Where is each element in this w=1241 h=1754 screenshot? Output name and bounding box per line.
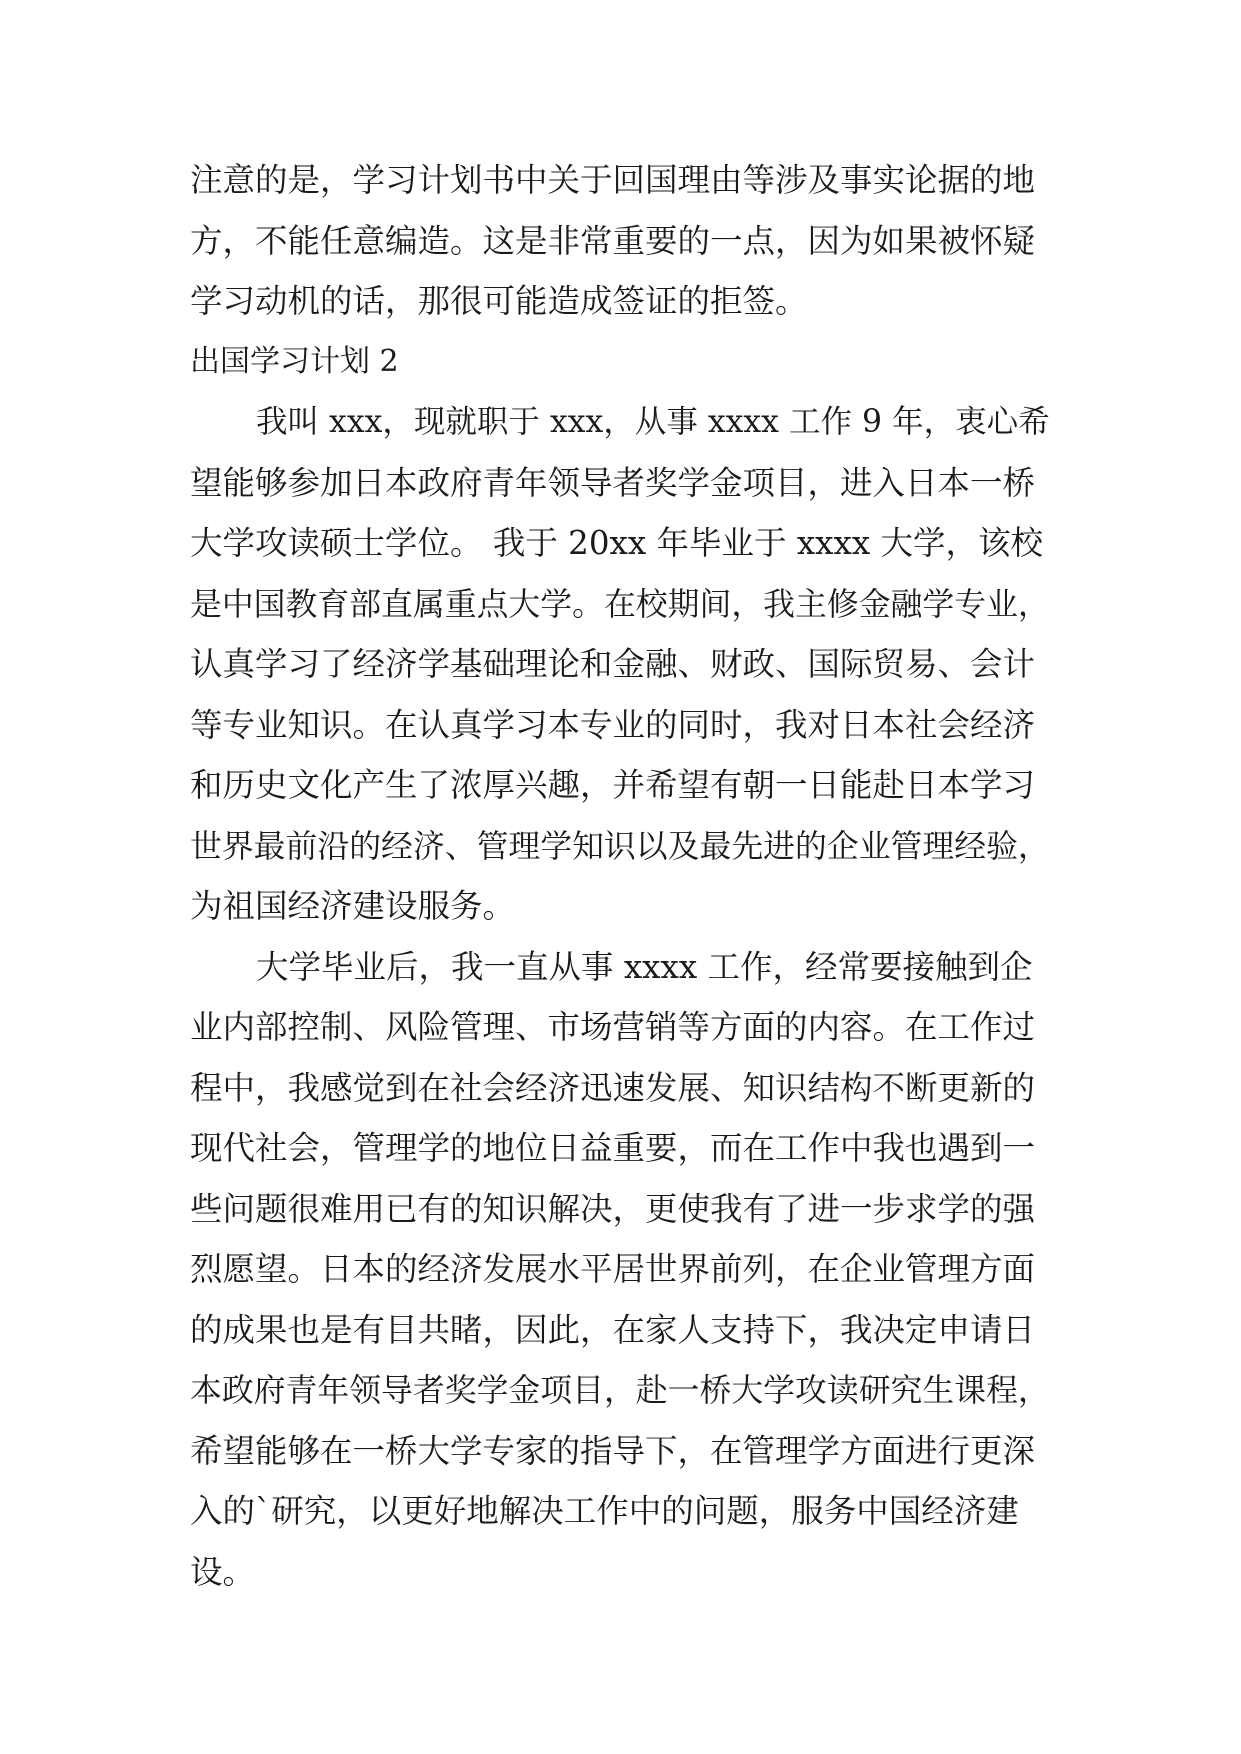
paragraph-line: 望能够参加日本政府青年领导者奖学金项目，进入日本一桥: [190, 463, 1036, 502]
paragraph-line: 为祖国经济建设服务。: [190, 887, 516, 925]
paragraph-line: 是中国教育部直属重点大学。在校期间，我主修金融学专业，: [190, 584, 1050, 623]
paragraph-line: 世界最前沿的经济、管理学知识以及最先进的企业管理经验，: [190, 826, 1050, 865]
paragraph-line: 些问题很难用已有的知识解决，更使我有了进一步求学的强: [190, 1189, 1036, 1228]
paragraph-line: 注意的是，学习计划书中关于回国理由等涉及事实论据的地: [190, 161, 1036, 199]
paragraph-line: 程中，我感觉到在社会经济迅速发展、知识结构不断更新的: [190, 1068, 1036, 1107]
paragraph-line: 现代社会，管理学的地位日益重要，而在工作中我也遇到一: [190, 1129, 1036, 1167]
paragraph-line: 本政府青年领导者奖学金项目，赴一桥大学攻读研究生课程，: [190, 1371, 1050, 1409]
paragraph-line: 和历史文化产生了浓厚兴趣，并希望有朝一日能赴日本学习: [190, 766, 1036, 804]
paragraph-line: 入的`研究，以更好地解决工作中的问题，服务中国经济建: [190, 1492, 1019, 1530]
paragraph-line: 烈愿望。日本的经济发展水平居世界前列，在企业管理方面: [190, 1250, 1036, 1288]
paragraph-line: 希望能够在一桥大学专家的指导下，在管理学方面进行更深: [190, 1431, 1036, 1470]
paragraph-line: 的成果也是有目共睹，因此，在家人支持下，我决定申请日: [190, 1310, 1036, 1349]
paragraph-line: 等专业知识。在认真学习本专业的同时，我对日本社会经济: [190, 705, 1036, 744]
paragraph-line: 认真学习了经济学基础理论和金融、财政、国际贸易、会计: [190, 645, 1036, 683]
paragraph-line: 设。: [190, 1552, 256, 1591]
paragraph-line: 大学毕业后，我一直从事 xxxx 工作，经常要接触到企: [256, 947, 1033, 986]
paragraph-line: 大学攻读硕士学位。 我于 20xx 年毕业于 xxxx 大学，该校: [190, 524, 1043, 562]
paragraph-line: 业内部控制、风险管理、市场营销等方面的内容。在工作过: [190, 1008, 1036, 1046]
paragraph-line: 我叫 xxx，现就职于 xxx，从事 xxxx 工作 9 年，衷心希: [256, 404, 1050, 440]
section-heading: 出国学习计划 2: [190, 343, 399, 379]
document-body: [190, 150, 1050, 1602]
paragraph-line: 学习动机的话，那很可能造成签证的拒签。: [190, 282, 808, 320]
paragraph-line: 方，不能任意编造。这是非常重要的一点，因为如果被怀疑: [190, 221, 1036, 260]
